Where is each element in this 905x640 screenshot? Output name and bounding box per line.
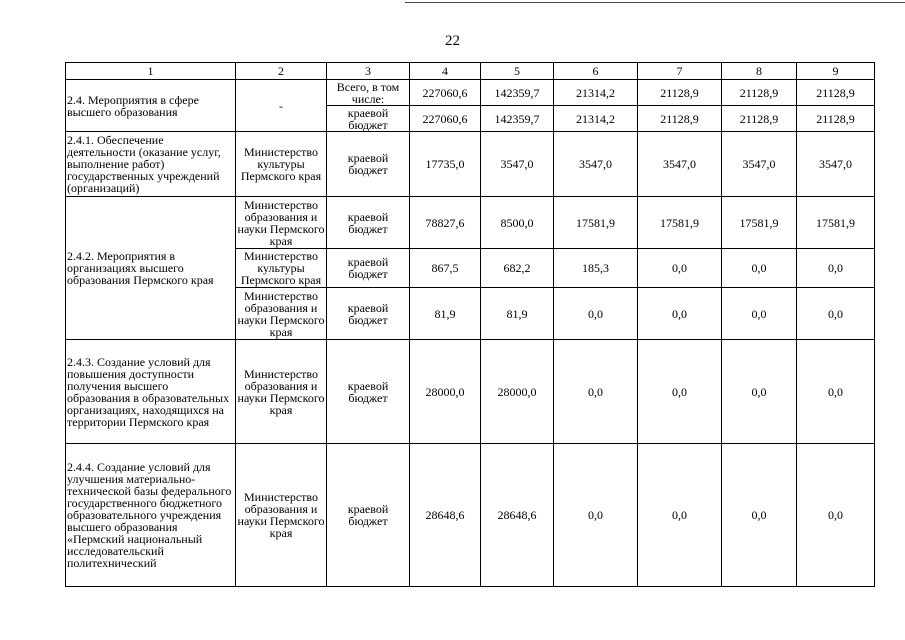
value-cell: 21128,9	[722, 106, 797, 132]
value-cell: 81,9	[410, 288, 481, 340]
value-cell: 17735,0	[410, 132, 481, 197]
activity-name-cell: 2.4.4. Создание условий для улучшения материально-технической базы федерального государственного бюджетного образовательного учреждения высшего образования «Пермский национальный исследовательский политехнический	[66, 444, 236, 587]
value-cell: 0,0	[554, 288, 638, 340]
value-cell: 21128,9	[722, 80, 797, 106]
header-cell: 7	[638, 63, 722, 80]
value-cell: 0,0	[638, 249, 722, 288]
source-cell: краевой бюджет	[327, 132, 410, 197]
table-row	[66, 80, 875, 106]
value-cell: 0,0	[797, 340, 875, 444]
page-number: 22	[445, 33, 460, 49]
table-row	[66, 132, 875, 197]
value-cell: 21128,9	[638, 106, 722, 132]
value-cell: 142359,7	[481, 80, 554, 106]
value-cell: 3547,0	[481, 132, 554, 197]
executor-cell: Министерство образования и науки Пермского края	[236, 197, 327, 249]
value-cell: 3547,0	[638, 132, 722, 197]
header-cell: 5	[481, 63, 554, 80]
source-cell: краевой бюджет	[327, 444, 410, 587]
value-cell: 17581,9	[722, 197, 797, 249]
executor-cell: Министерство образования и науки Пермского края	[236, 288, 327, 340]
value-cell: 0,0	[638, 288, 722, 340]
value-cell: 0,0	[638, 340, 722, 444]
executor-cell: -	[236, 80, 327, 132]
value-cell: 81,9	[481, 288, 554, 340]
executor-cell: Министерство культуры Пермского края	[236, 249, 327, 288]
top-rule	[405, 2, 905, 3]
value-cell: 0,0	[554, 340, 638, 444]
value-cell: 0,0	[722, 288, 797, 340]
value-cell: 227060,6	[410, 80, 481, 106]
source-cell: краевой бюджет	[327, 106, 410, 132]
executor-cell: Министерство образования и науки Пермского края	[236, 340, 327, 444]
budget-table	[65, 62, 875, 587]
header-cell: 3	[327, 63, 410, 80]
value-cell: 28648,6	[481, 444, 554, 587]
value-cell: 28000,0	[481, 340, 554, 444]
value-cell: 21128,9	[638, 80, 722, 106]
value-cell: 0,0	[638, 444, 722, 587]
header-cell: 1	[66, 63, 236, 80]
activity-name-cell: 2.4.2. Мероприятия в организациях высшего образования Пермского края	[66, 197, 236, 340]
value-cell: 0,0	[554, 444, 638, 587]
header-cell: 9	[797, 63, 875, 80]
source-cell: краевой бюджет	[327, 340, 410, 444]
source-cell: краевой бюджет	[327, 197, 410, 249]
value-cell: 227060,6	[410, 106, 481, 132]
header-cell: 4	[410, 63, 481, 80]
executor-cell: Министерство образования и науки Пермского края	[236, 444, 327, 587]
header-row	[66, 63, 875, 80]
table-row	[66, 197, 875, 249]
value-cell: 0,0	[722, 340, 797, 444]
source-cell: краевой бюджет	[327, 249, 410, 288]
executor-cell: Министерство культуры Пермского края	[236, 132, 327, 197]
value-cell: 0,0	[797, 249, 875, 288]
value-cell: 0,0	[797, 444, 875, 587]
value-cell: 17581,9	[554, 197, 638, 249]
value-cell: 78827,6	[410, 197, 481, 249]
value-cell: 0,0	[722, 444, 797, 587]
value-cell: 21128,9	[797, 80, 875, 106]
source-cell: краевой бюджет	[327, 288, 410, 340]
value-cell: 185,3	[554, 249, 638, 288]
value-cell: 3547,0	[797, 132, 875, 197]
value-cell: 0,0	[797, 288, 875, 340]
value-cell: 21314,2	[554, 106, 638, 132]
value-cell: 21128,9	[797, 106, 875, 132]
value-cell: 17581,9	[638, 197, 722, 249]
header-cell: 6	[554, 63, 638, 80]
activity-name-cell: 2.4. Мероприятия в сфере высшего образования	[66, 80, 236, 132]
table-row	[66, 340, 875, 444]
value-cell: 21314,2	[554, 80, 638, 106]
source-cell: Всего, в том числе:	[327, 80, 410, 106]
value-cell: 17581,9	[797, 197, 875, 249]
value-cell: 3547,0	[722, 132, 797, 197]
value-cell: 28000,0	[410, 340, 481, 444]
value-cell: 867,5	[410, 249, 481, 288]
value-cell: 8500,0	[481, 197, 554, 249]
activity-name-cell: 2.4.1. Обеспечение деятельности (оказание услуг, выполнение работ) государственных учреждений (организаций)	[66, 132, 236, 197]
value-cell: 3547,0	[554, 132, 638, 197]
table-row	[66, 444, 875, 587]
value-cell: 682,2	[481, 249, 554, 288]
activity-name-cell: 2.4.3. Создание условий для повышения доступности получения высшего образования в образовательных организациях, находящихся на территории Пермского края	[66, 340, 236, 444]
header-cell: 8	[722, 63, 797, 80]
value-cell: 142359,7	[481, 106, 554, 132]
header-cell: 2	[236, 63, 327, 80]
value-cell: 28648,6	[410, 444, 481, 587]
value-cell: 0,0	[722, 249, 797, 288]
